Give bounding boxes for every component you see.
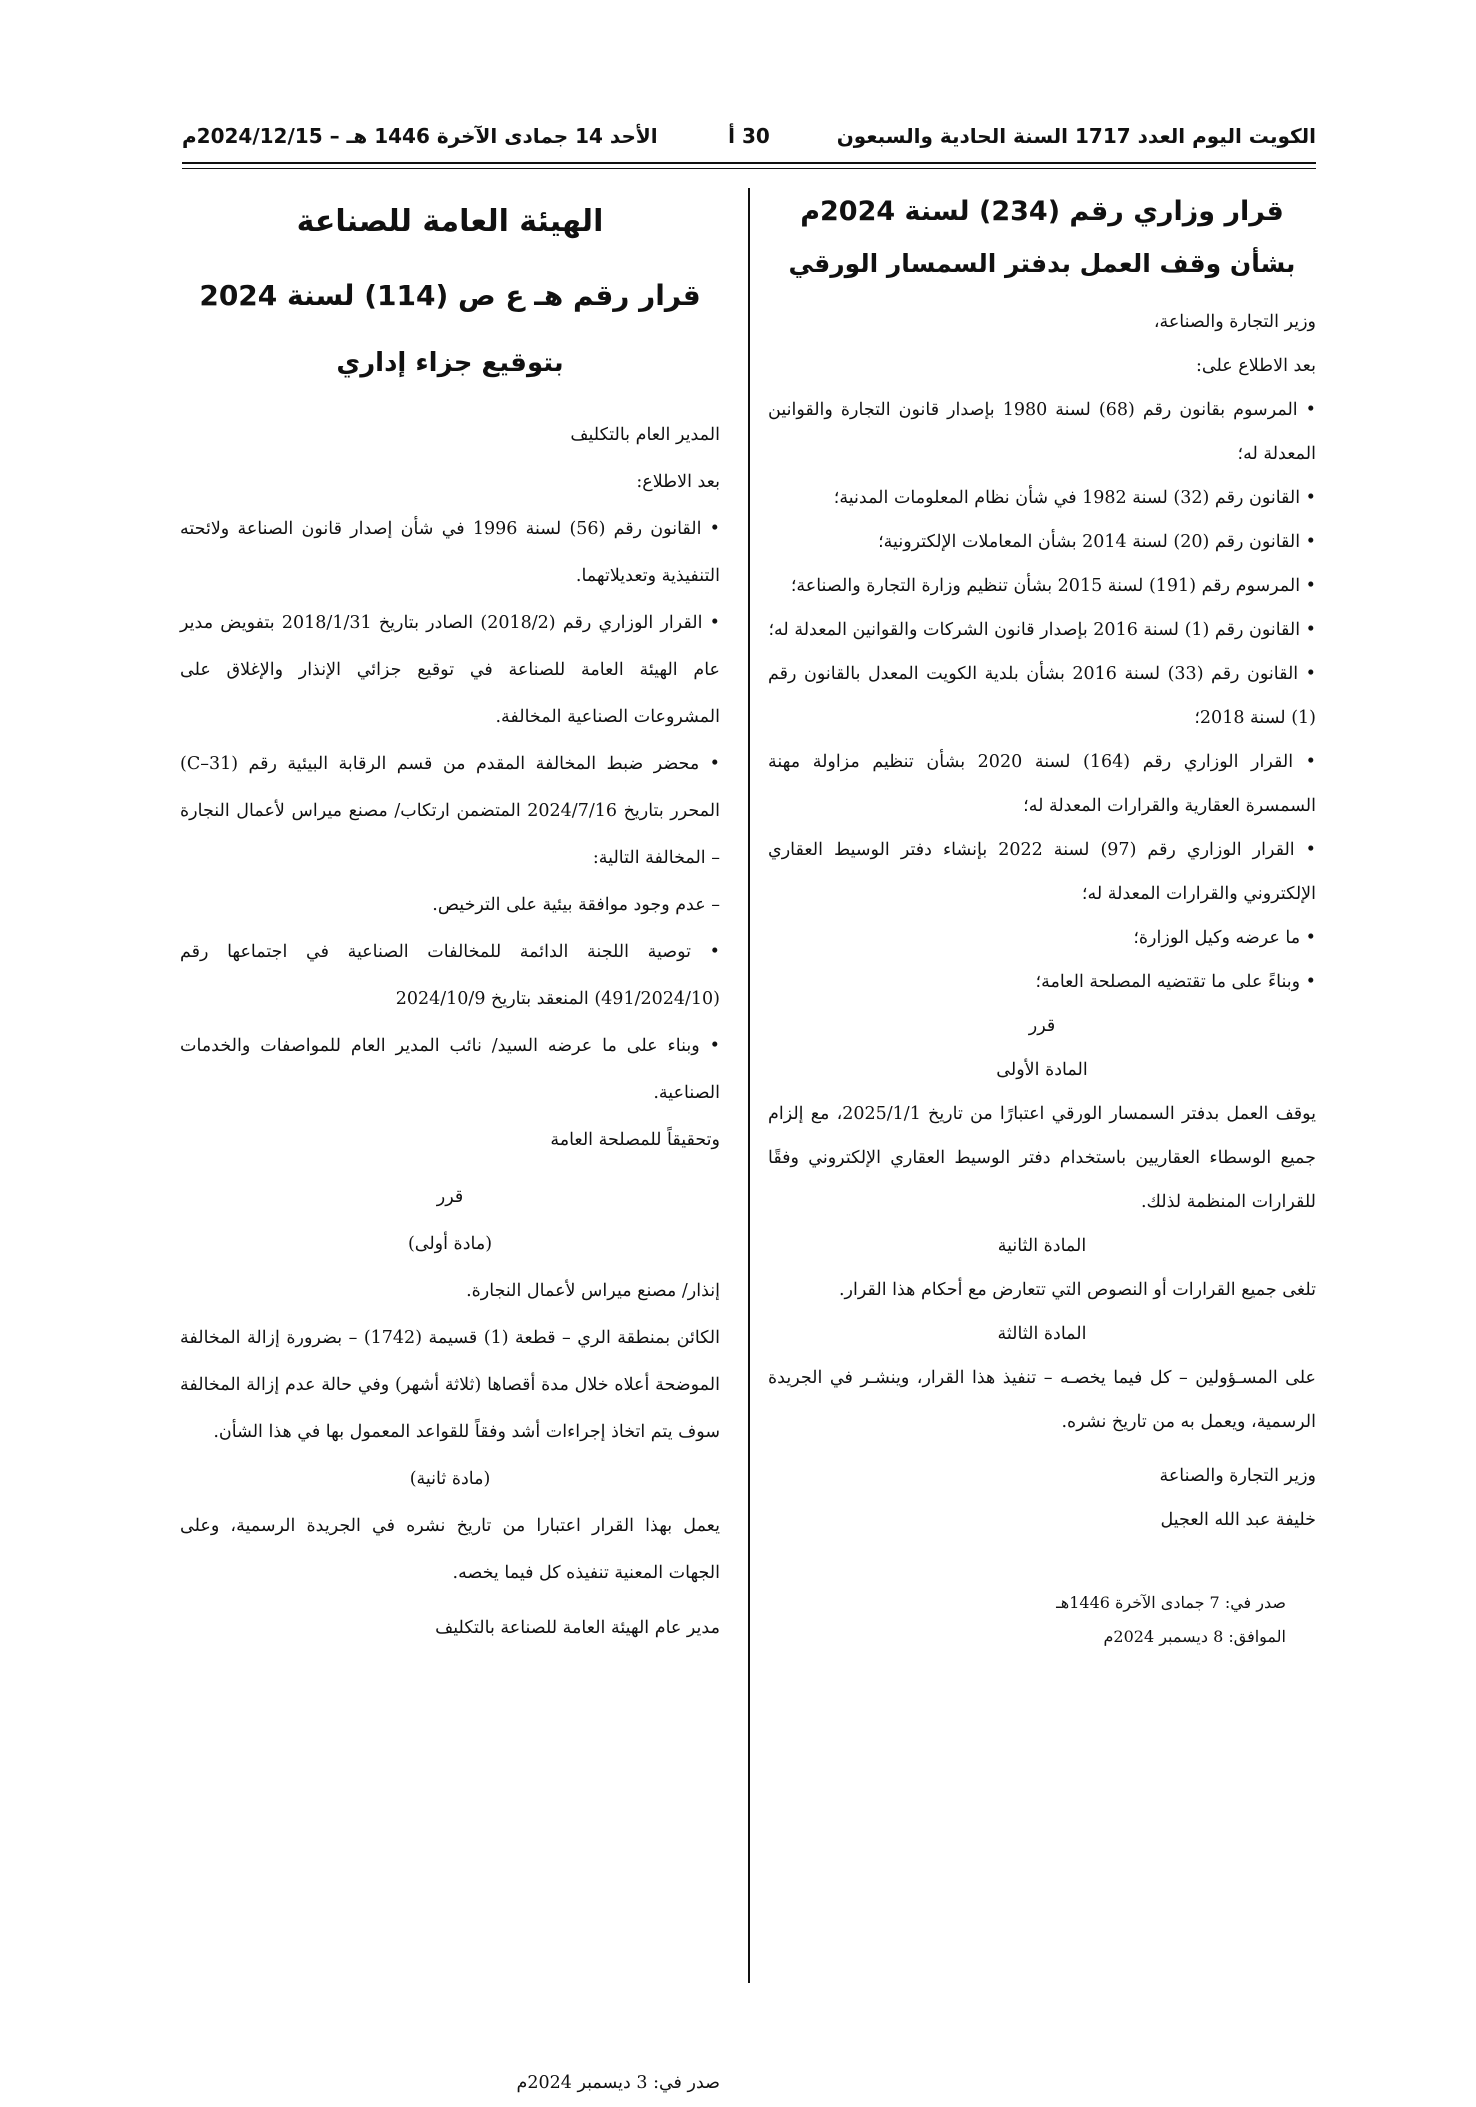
reference-item: • القانون رقم (33) لسنة 2016 بشأن بلدية الكويت المعدل بالقانون رقم (1) لسنة 2018؛ [768, 664, 1316, 728]
article-heading: المادة الثانية [997, 1236, 1087, 1256]
preamble-line: المدير العام بالتكليف [570, 425, 720, 445]
article-heading: (مادة ثانية) [409, 1469, 491, 1489]
article-text: يوقف العمل بدفتر السمسار الورقي اعتبارًا من تاريخ 2025/1/1، مع إلزام جميع الوسطاء العقاريين باستخدام دفتر الوسيط العقاري الإلكتروني وفقًا للقرارات المنظمة لذلك. [768, 1104, 1316, 1212]
reference-item: • القانون رقم (20) لسنة 2014 بشأن المعاملات الإلكترونية؛ [878, 532, 1316, 552]
preamble-line: وزير التجارة والصناعة، [1153, 312, 1316, 332]
signatory-title: وزير التجارة والصناعة [1159, 1466, 1316, 1486]
reference-item: • وبناءً على ما تقتضيه المصلحة العامة؛ [1035, 972, 1316, 992]
decision-title: قرار رقم هـ ع ص (114) لسنة 2024 [199, 279, 701, 312]
article-text: على المسـؤولين – كل فيما يخصـه – تنفيذ هذا القرار، وينشـر في الجريدة الرسمية، ويعمل به من تاريخ نشره. [768, 1368, 1316, 1432]
reference-item: • المرسوم بقانون رقم (68) لسنة 1980 بإصدار قانون التجارة والقوانين المعدلة له؛ [768, 400, 1317, 464]
header-rule [182, 162, 1316, 164]
right-column [768, 190, 1316, 1654]
article-heading: المادة الثالثة [997, 1324, 1087, 1344]
header-rule-thin [182, 168, 1316, 169]
header-date: الأحد 14 جمادى الآخرة 1446 هـ – 2024/12/15م [182, 124, 658, 148]
preamble-line: بعد الاطلاع: [636, 472, 720, 492]
decision-title: قرار وزاري رقم (234) لسنة 2024م [800, 196, 1284, 227]
issued-date: صدر في: 3 ديسمبر 2024م [516, 2073, 720, 2093]
authority-name: الهيئة العامة للصناعة [296, 204, 604, 239]
journal-issue: الكويت اليوم العدد 1717 السنة الحادية والسبعون [836, 124, 1316, 148]
article-text: تلغى جميع القرارات أو النصوص التي تتعارض مع أحكام هذا القرار. [838, 1280, 1316, 1300]
column-divider [748, 188, 750, 1983]
reference-item: • القرار الوزاري رقم (2018/2) الصادر بتاريخ 2018/1/31 بتفويض مدير عام الهيئة العامة للصناعة في توقيع جزائي الإنذار والإغلاق على المشروعات الصناعية المخالفة. [180, 613, 720, 727]
decided-label: قرر [436, 1187, 464, 1207]
preamble-line: وتحقيقاً للمصلحة العامة [550, 1130, 720, 1150]
issued-date-hijri: صدر في: 7 جمادى الآخرة 1446هـ [1056, 1593, 1286, 1612]
left-column [180, 190, 721, 2093]
issued-date-gregorian: الموافق: 8 ديسمبر 2024م [1103, 1627, 1286, 1646]
page-number: 30 أ [728, 124, 770, 148]
article-text: يعمل بهذا القرار اعتبارا من تاريخ نشره في الجريدة الرسمية، وعلى الجهات المعنية تنفيذه كل فيما يخصه. [180, 1516, 720, 1583]
reference-item: • القانون رقم (32) لسنة 1982 في شأن نظام المعلومات المدنية؛ [833, 488, 1316, 508]
reference-item: • القانون رقم (1) لسنة 2016 بإصدار قانون الشركات والقوانين المعدلة له؛ [768, 620, 1316, 640]
page-header [182, 118, 1316, 158]
reference-item: • القرار الوزاري رقم (97) لسنة 2022 بإنشاء دفتر الوسيط العقاري الإلكتروني والقرارات المعدلة له؛ [768, 840, 1317, 904]
article-heading: (مادة أولى) [407, 1234, 493, 1254]
reference-item: • القرار الوزاري رقم (164) لسنة 2020 بشأن تنظيم مزاولة مهنة السمسرة العقارية والقرارات المعدلة له؛ [768, 752, 1316, 816]
article-line: إنذار/ مصنع ميراس لأعمال النجارة. [466, 1281, 720, 1301]
reference-item: • وبناء على ما عرضه السيد/ نائب المدير العام للمواصفات والخدمات الصناعية. [180, 1036, 720, 1103]
reference-item: • المرسوم رقم (191) لسنة 2015 بشأن تنظيم وزارة التجارة والصناعة؛ [790, 576, 1316, 596]
signatory-title: مدير عام الهيئة العامة للصناعة بالتكليف [435, 1618, 720, 1638]
preamble-line: بعد الاطلاع على: [1196, 356, 1316, 376]
reference-item: – عدم وجود موافقة بيئية على الترخيص. [432, 895, 720, 915]
reference-item: • محضر ضبط المخالفة المقدم من قسم الرقابة البيئية رقم (C–31) المحرر بتاريخ 2024/7/16 المتضمن ارتكاب/ مصنع ميراس لأعمال النجارة – المخالفة التالية: [180, 754, 720, 868]
article-heading: المادة الأولى [996, 1060, 1088, 1080]
signatory-name: خليفة عبد الله العجيل [1160, 1510, 1316, 1530]
decision-subtitle: بتوقيع جزاء إداري [336, 348, 564, 378]
decision-subtitle: بشأن وقف العمل بدفتر السمسار الورقي [788, 249, 1296, 278]
article-text: الكائن بمنطقة الري – قطعة (1) قسيمة (1742) – بضرورة إزالة المخالفة الموضحة أعلاه خلال مدة أقصاها (ثلاثة أشهر) وفي حالة عدم إزالة المخالفة سوف يتم اتخاذ إجراءات أشد وفقاً للقواعد المعمول بها في هذا الشأن. [180, 1328, 721, 1442]
reference-item: • ما عرضه وكيل الوزارة؛ [1133, 928, 1316, 948]
reference-item: • القانون رقم (56) لسنة 1996 في شأن إصدار قانون الصناعة ولائحته التنفيذية وتعديلاتهما. [180, 519, 720, 586]
reference-item: • توصية اللجنة الدائمة للمخالفات الصناعية في اجتماعها رقم (491/2024/10) المنعقد بتاريخ 2024/10/9 [180, 942, 720, 1009]
decided-label: قرر [1028, 1016, 1056, 1036]
